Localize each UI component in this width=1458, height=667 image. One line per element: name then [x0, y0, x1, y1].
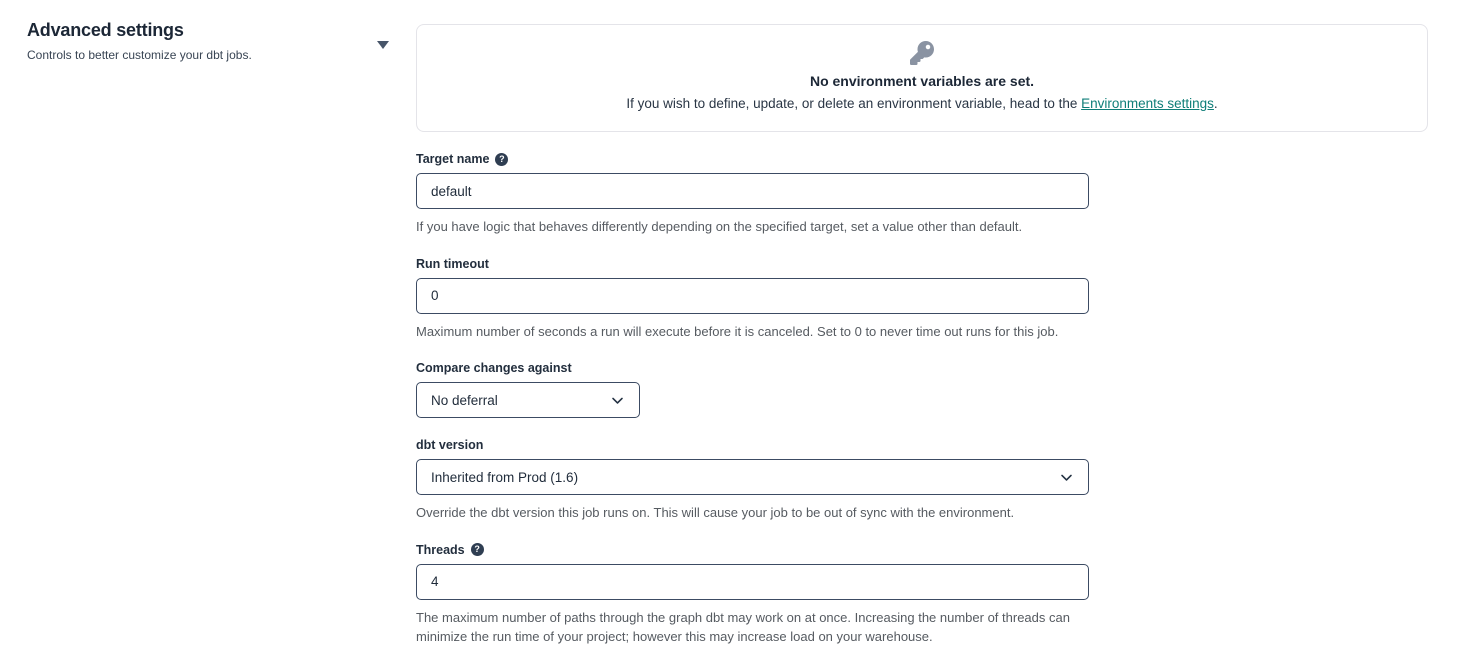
dbt-version-label-row: [416, 438, 1089, 452]
compare-changes-label: Compare changes against: [416, 361, 572, 375]
run-timeout-input[interactable]: [416, 278, 1089, 314]
field-target-name: [416, 152, 1089, 237]
run-timeout-label: Run timeout: [416, 256, 489, 271]
help-icon[interactable]: ?: [471, 543, 484, 556]
chevron-down-icon: [610, 393, 625, 408]
target-name-helper: If you have logic that behaves differently depending on the specified target, set a value other than default.: [416, 219, 1023, 234]
dbt-version-select[interactable]: [416, 459, 1089, 495]
collapse-caret-icon[interactable]: [377, 41, 389, 49]
env-body-prefix: If you wish to define, update, or delete an environment variable, head to the: [626, 96, 1082, 111]
target-name-label: Target name: [416, 152, 490, 166]
threads-label-row: [416, 543, 1089, 557]
help-icon[interactable]: ?: [495, 153, 508, 166]
compare-changes-select[interactable]: [416, 382, 640, 418]
dbt-version-value: Inherited from Prod (1.6): [431, 469, 579, 485]
dbt-version-helper: Override the dbt version this job runs on. This will cause your job to be out of sync with the environment.: [416, 505, 1015, 520]
env-variables-empty-state: [416, 24, 1428, 132]
threads-input[interactable]: [416, 564, 1089, 600]
threads-helper: The maximum number of paths through the graph dbt may work on at once. Increasing the number of threads can minimize the run time of your project; however this may increase load on your warehouse.: [416, 609, 1070, 644]
environments-settings-link[interactable]: Environments settings: [1081, 96, 1214, 111]
env-empty-body: [417, 96, 1427, 111]
advanced-settings-panel: [416, 24, 1428, 667]
compare-changes-label-row: [416, 361, 1089, 375]
section-header: [27, 20, 357, 62]
page-title: Advanced settings: [27, 20, 184, 40]
field-compare-changes: [416, 361, 1089, 418]
target-name-label-row: [416, 152, 1089, 166]
dbt-version-label: dbt version: [416, 438, 484, 452]
env-empty-heading: No environment variables are set.: [809, 73, 1035, 89]
field-run-timeout: [416, 257, 1089, 342]
run-timeout-helper: Maximum number of seconds a run will execute before it is canceled. Set to 0 to never time out runs for this job.: [416, 323, 1059, 339]
target-name-input[interactable]: [416, 173, 1089, 209]
advanced-settings-form: [416, 152, 1089, 647]
page-subtitle: Controls to better customize your dbt jobs.: [27, 48, 252, 62]
key-icon: [910, 41, 934, 65]
threads-label: Threads: [416, 542, 465, 557]
field-dbt-version: [416, 438, 1089, 523]
chevron-down-icon: [1059, 470, 1074, 485]
field-threads: [416, 543, 1089, 647]
env-body-suffix: .: [1213, 96, 1218, 111]
run-timeout-label-row: [416, 257, 1089, 271]
compare-changes-value: No deferral: [431, 392, 498, 408]
